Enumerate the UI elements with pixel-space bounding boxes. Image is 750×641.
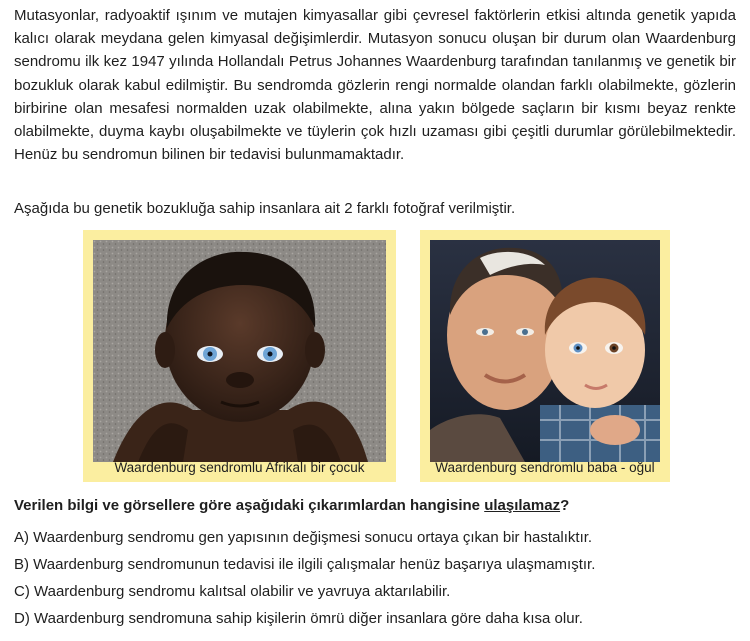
option-c[interactable]: C) Waardenburg sendromu kalıtsal olabilir ve yavruya aktarılabilir. bbox=[14, 583, 451, 600]
info-paragraph: Mutasyonlar, radyoaktif ışınım ve mutajen kimyasallar gibi çevresel faktörlerin etkisi altında genetik yapıda kalıcı olarak meydana gelen kimyasal değişimlerdir. Mutasyon sonucu oluşan bir durum olan Waardenburg sendromu ilk kez 1947 yılında Hollandalı Petrus Johannes Waardenburg tarafından tanılanmış ve genetik bir bozukluk olarak kabul edilmiştir. Bu sendromda gözlerin rengi normalde olandan farklı olabilmekte, gözlerin birbirine olan mesafesi normalden uzak olabilmekte, alına yakın bölgede saçların bir kısmı beyaz renkte olabilmekte, duyma kaybı oluşabilmekte ve tüylerin çok hızlı uzaması gibi çeşitli durumlar görülebilmektedir. Henüz bu sendromun bilinen bir tedavisi bulunmamaktadır. bbox=[14, 7, 736, 164]
question-emphasis: ulaşılamaz bbox=[484, 497, 561, 514]
photo-caption: Waardenburg sendromlu baba - oğul bbox=[435, 460, 655, 475]
photo-caption: Waardenburg sendromlu Afrikalı bir çocuk bbox=[114, 460, 365, 475]
option-b[interactable]: B) Waardenburg sendromunun tedavisi ile ilgili çalışmalar henüz başarıya ulaşmamıştır. bbox=[14, 556, 596, 573]
option-a[interactable]: A) Waardenburg sendromu gen yapısının değişmesi sonucu ortaya çıkan bir hastalıktır. bbox=[14, 529, 593, 546]
photo-child bbox=[93, 240, 386, 462]
question-text bbox=[14, 495, 569, 517]
answer-options bbox=[14, 527, 595, 635]
photos-intro: Aşağıda bu genetik bozukluğa sahip insanlara ait 2 farklı fotoğraf verilmiştir. bbox=[14, 200, 516, 217]
question-prefix: Verilen bilgi ve görsellere göre aşağıdaki çıkarımlardan hangisine bbox=[14, 497, 485, 514]
photo-father-son bbox=[430, 240, 660, 462]
photo-card-father-son bbox=[420, 230, 670, 482]
photo-card-child bbox=[83, 230, 396, 482]
option-d[interactable]: D) Waardenburg sendromuna sahip kişilerin ömrü diğer insanlara göre daha kısa olur. bbox=[14, 610, 583, 627]
question-suffix: ? bbox=[560, 497, 570, 514]
